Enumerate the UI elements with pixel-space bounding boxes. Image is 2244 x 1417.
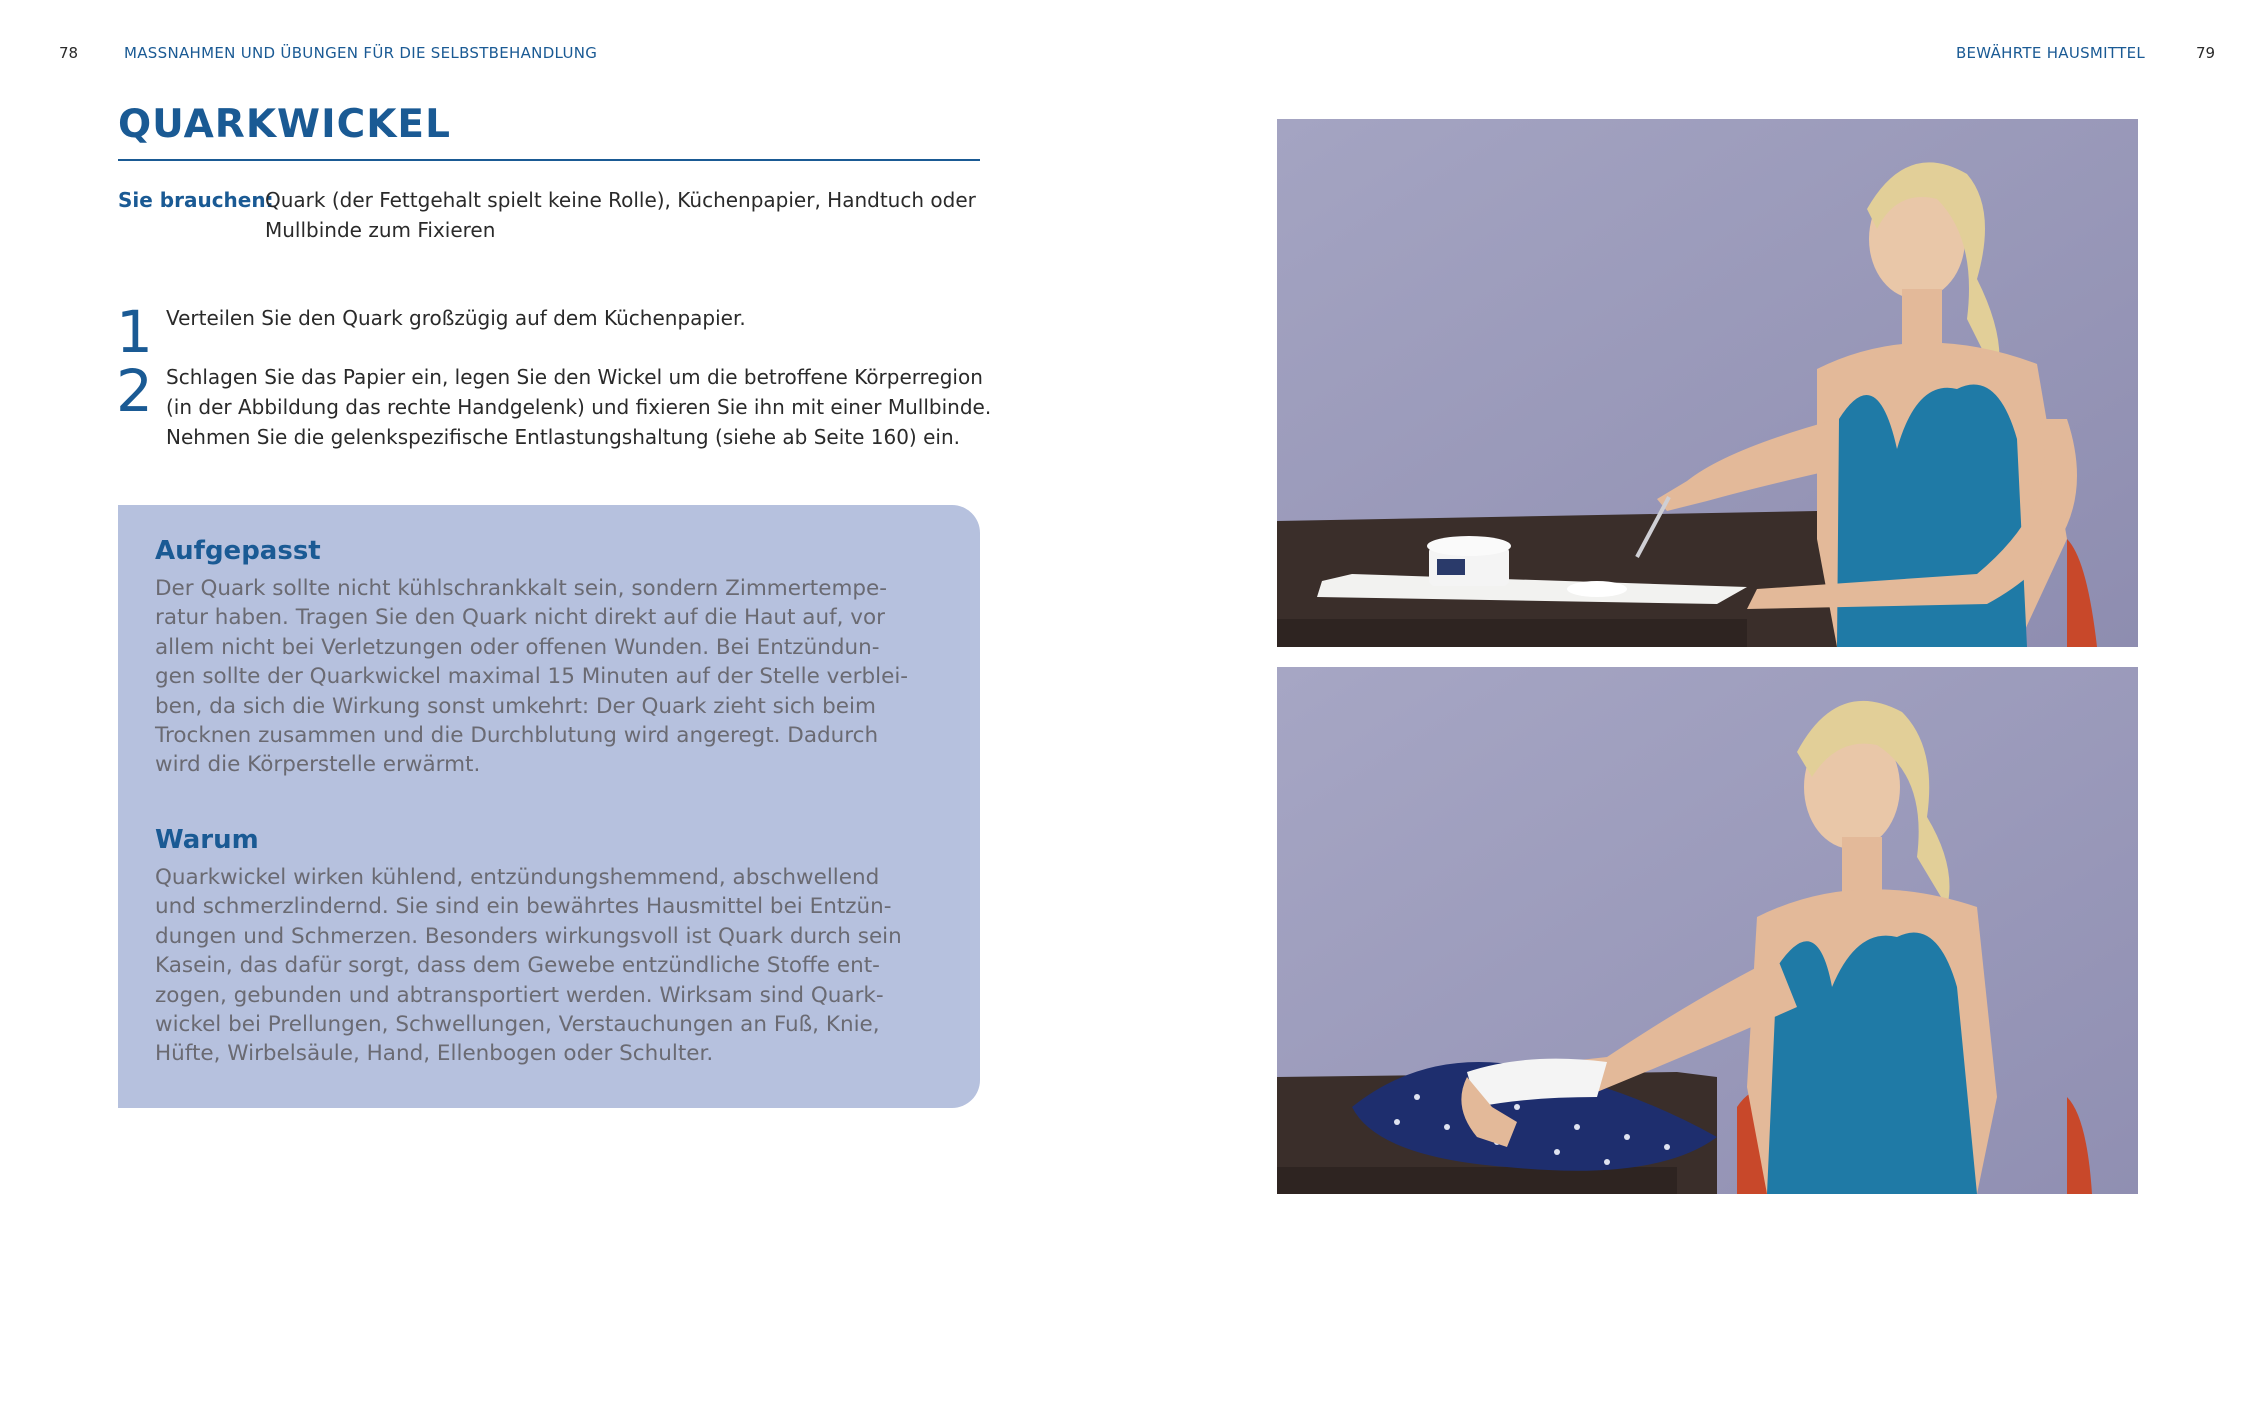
info-line: Trocknen zusammen und die Durchblutung wird angeregt. Dadurch [155, 723, 879, 749]
info-line: ratur haben. Tragen Sie den Quark nicht direkt auf die Haut auf, vor [155, 605, 886, 631]
info-heading-aufgepasst: Aufgepasst [155, 536, 321, 566]
step-line: (in der Abbildung das rechte Handgelenk) und fixieren Sie ihn mit einer Mullbinde. [166, 395, 992, 419]
running-title-right: BEWÄHRTE HAUSMITTEL [1955, 44, 2145, 62]
step-line: Schlagen Sie das Papier ein, legen Sie den Wickel um die betroffene Körperregion [166, 365, 983, 389]
materials-line: Quark (der Fettgehalt spielt keine Rolle), Küchenpapier, Handtuch oder [265, 188, 976, 212]
info-line: dungen und Schmerzen. Besonders wirkungsvoll ist Quark durch sein [155, 923, 902, 949]
info-line: gen sollte der Quarkwickel maximal 15 Minuten auf der Stelle verblei- [155, 664, 909, 690]
info-line: wird die Körperstelle erwärmt. [155, 752, 481, 778]
step-text-1 [166, 303, 996, 333]
title-rule [118, 159, 980, 161]
materials-label: Sie brauchen: [118, 188, 274, 212]
photo-spreading-quark [1277, 119, 2138, 647]
info-line: allem nicht bei Verletzungen oder offenen Wunden. Bei Entzündun- [155, 634, 880, 660]
step-line: Verteilen Sie den Quark großzügig auf dem Küchenpapier. [166, 306, 746, 330]
step-line: Nehmen Sie die gelenkspezifische Entlastungshaltung (siehe ab Seite 160) ein. [166, 425, 960, 449]
step-number-1: 1 [116, 298, 153, 366]
info-line: zogen, gebunden und abtransportiert werden. Wirksam sind Quark- [155, 982, 884, 1008]
step-text-2 [166, 362, 996, 452]
materials-list [118, 185, 998, 245]
info-line: Kasein, das dafür sorgt, dass dem Gewebe entzündliche Stoffe ent- [155, 953, 880, 979]
page-number-left: 78 [59, 44, 79, 62]
materials-line: Mullbinde zum Fixieren [265, 218, 496, 242]
photo-wrapped-wrist [1277, 667, 2138, 1194]
info-line: Quarkwickel wirken kühlend, entzündungshemmend, abschwellend [155, 865, 880, 890]
info-text-warum [155, 863, 955, 1069]
info-line: Der Quark sollte nicht kühlschrankkalt sein, sondern Zimmertempe- [155, 576, 888, 601]
step-number-2: 2 [116, 357, 153, 425]
materials-text [265, 185, 1000, 245]
info-line: Hüfte, Wirbelsäule, Hand, Ellenbogen oder Schulter. [155, 1041, 714, 1067]
info-line: wickel bei Prellungen, Schwellungen, Verstauchungen an Fuß, Knie, [155, 1012, 880, 1038]
running-title-left: MASSNAHMEN UND ÜBUNGEN FÜR DIE SELBSTBEHANDLUNG [124, 44, 598, 62]
info-line: und schmerzlindernd. Sie sind ein bewährtes Hausmittel bei Entzün- [155, 894, 892, 920]
page-number-right: 79 [2196, 44, 2216, 62]
page-title: QUARKWICKEL [118, 102, 451, 147]
info-text-aufgepasst [155, 574, 955, 780]
info-heading-warum: Warum [155, 825, 259, 855]
info-line: ben, da sich die Wirkung sonst umkehrt: Der Quark zieht sich beim [155, 693, 876, 719]
